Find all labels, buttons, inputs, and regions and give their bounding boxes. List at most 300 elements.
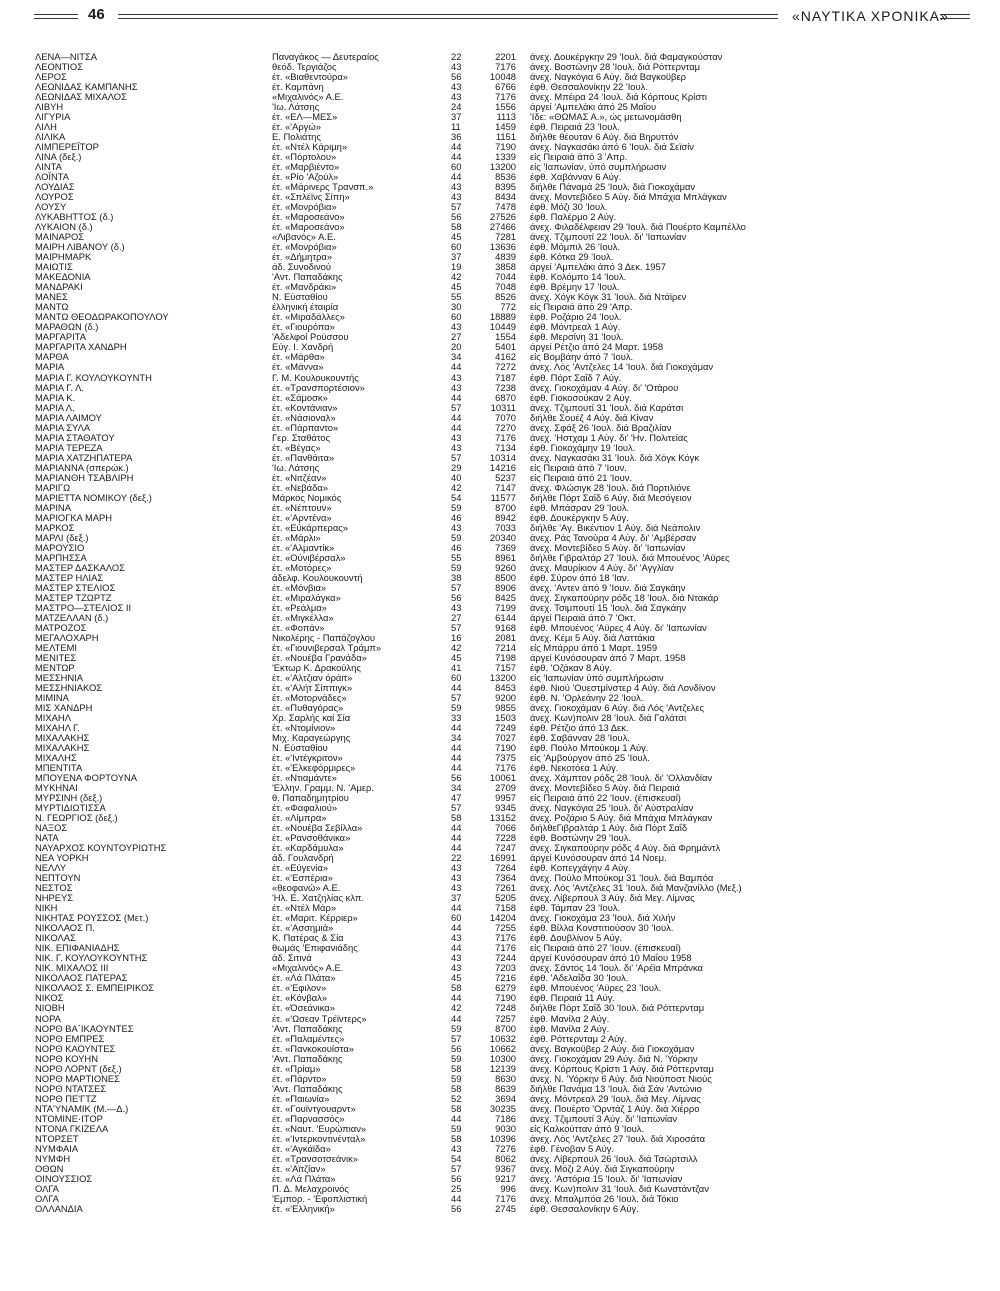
built-year: 56 xyxy=(451,212,462,223)
ship-name: ΝΙΚ. ΜΙΧΑΛΟΣ ΙΙΙ xyxy=(35,963,109,974)
owner: έτ. «Μάρλι» xyxy=(272,532,321,543)
owner: «θεοφανώ» Α.Ε. xyxy=(272,883,341,894)
position: διήλθεΓιβραλτάρ 1 Αύγ. διά Πόρτ Σαΐδ xyxy=(530,823,688,834)
tonnage: 1503 xyxy=(495,713,516,724)
built-year: 58 xyxy=(451,1133,462,1144)
ship-name: ΝΑΞΟΣ xyxy=(35,823,68,834)
ship-name: ΜΑΣΤΡΟ—ΣΤΕΛΙΟΣ ΙΙ xyxy=(35,602,132,613)
built-year: 44 xyxy=(451,152,462,163)
tonnage: 7272 xyxy=(495,362,516,373)
tonnage: 8906 xyxy=(495,582,516,593)
tonnage: 10632 xyxy=(489,1033,516,1044)
position: άνεχ. Ν. 'Υόρκην 6 Αύγ. διά Νιούποστ Νιούς xyxy=(530,1073,712,1084)
table-row xyxy=(0,1054,1000,1064)
table-row xyxy=(0,132,1000,142)
position: άνεχ. Ναγκόγια 6 Αύγ. διά Βαγκοϋβερ xyxy=(530,72,686,83)
ship-name: ΝΑΤΑ xyxy=(35,833,59,844)
tonnage: 996 xyxy=(500,1183,516,1194)
position: άνεχ. Τζιμπουτί 31 'Ιουλ. διά Καράτσι xyxy=(530,402,684,413)
position: έφθ. Πειραιά 11 Αύγ. xyxy=(530,993,616,1004)
ship-name: ΜΥΡΣΙΝΗ (δεξ.) xyxy=(35,793,103,804)
table-row xyxy=(0,72,1000,82)
tonnage: 10300 xyxy=(489,1053,516,1064)
table-row xyxy=(0,1034,1000,1044)
ship-name: ΜΙΜΙΝΑ xyxy=(35,693,69,703)
table-row xyxy=(0,1094,1000,1104)
position: είς Μπάρρυ άπό 1 Μαρτ. 1959 xyxy=(530,642,658,653)
owner: θ. Παπαδημητρίου xyxy=(272,793,349,804)
tonnage: 7190 xyxy=(495,993,516,1004)
table-row xyxy=(0,82,1000,92)
table-row xyxy=(0,603,1000,613)
tonnage: 7375 xyxy=(495,753,516,764)
header-rule-right xyxy=(940,14,970,15)
tonnage: 8395 xyxy=(495,182,516,193)
tonnage: 7070 xyxy=(495,412,516,423)
tonnage: 10396 xyxy=(489,1133,516,1144)
table-row xyxy=(0,753,1000,763)
ship-name: ΜΑΡΙΑΝΘΗ ΤΣΑΒΛΙΡΗ xyxy=(35,472,134,483)
owner: «Μιχαλινός» Α.Ε. xyxy=(272,92,344,103)
table-row xyxy=(0,943,1000,953)
owner: έτ. «Δήμητρα» xyxy=(272,252,333,263)
position: άνεχ. Μπέιρα 24 'Ιουλ. διά Κόρπους Κρίστι xyxy=(530,92,707,103)
owner: έτ. «Νάσιοναλ» xyxy=(272,412,336,423)
position: άνεχ. Ναγκασάκι 31 'Ιουλ. διά Χόγκ Κόγκ xyxy=(530,452,700,463)
tonnage: 10314 xyxy=(489,452,516,463)
built-year: 56 xyxy=(451,1043,462,1054)
built-year: 20 xyxy=(451,342,462,353)
position: άνεχ. Σάντος 14 'Ιουλ. δι' 'Αρέϊα Μπράνκα xyxy=(530,963,703,974)
table-row xyxy=(0,443,1000,453)
ship-name: ΝΙΚΟΛΑΟΣ ΠΑΤΕΡΑΣ xyxy=(35,973,128,984)
built-year: 44 xyxy=(451,422,462,433)
ship-name: ΜΥΚΗΝΑΙ xyxy=(35,783,78,794)
position: είς Πειραιά άπό 22 'Ιουν. (έπισκευαί) xyxy=(530,793,681,804)
table-row xyxy=(0,383,1000,393)
owner: έτ. «Μάννα» xyxy=(272,362,324,373)
ship-name: ΜΑΡΙΑ Κ. xyxy=(35,392,76,403)
table-row xyxy=(0,913,1000,923)
table-row xyxy=(0,743,1000,753)
owner: Γερ. Σταθάτος xyxy=(272,432,331,443)
position: είς Πειραιά άπό 27 'Ιουν. (έπισκευαί) xyxy=(530,943,681,954)
position: άνεχ. Φλώσιγκ 28 'Ιουλ. διά Πορτιλιόνε xyxy=(530,482,691,493)
built-year: 44 xyxy=(451,743,462,754)
tonnage: 7157 xyxy=(495,662,516,673)
owner: έλληνική έταιρία xyxy=(272,302,339,313)
owner: 'Ελλην. Γραμμ. Ν. 'Αμερ. xyxy=(272,783,374,794)
built-year: 43 xyxy=(451,182,462,193)
tonnage: 7255 xyxy=(495,923,516,934)
table-row xyxy=(0,62,1000,72)
owner: έτ. «ΕΛ—ΜΕΣ» xyxy=(272,112,338,123)
tonnage: 8630 xyxy=(495,1073,516,1084)
built-year: 60 xyxy=(451,913,462,924)
ship-name: ΜΑΝΤΩ ΘΕΟΔΩΡΑΚΟΠΟΥΛΟΥ xyxy=(35,312,169,323)
position: είς Πειραιά άπό 7 'Ιουν. xyxy=(530,462,627,473)
owner: Ν. Εύσταθίου xyxy=(272,292,328,303)
position: άργεί Κυνόσουραν άπό 14 Νοεμ. xyxy=(530,853,667,864)
ship-name: ΜΑΡΙΑΝΝΑ (σπερώκ.) xyxy=(35,462,129,473)
table-row xyxy=(0,102,1000,112)
tonnage: 7044 xyxy=(495,272,516,283)
owner: έτ. «Μοτόρες» xyxy=(272,562,332,573)
ship-name: ΛΟΥΡΟΣ xyxy=(35,192,74,203)
built-year: 25 xyxy=(451,1183,462,1194)
position: έφθ. Ν. 'Ορλεάνην 22 'Ιουλ. xyxy=(530,693,644,703)
built-year: 24 xyxy=(451,102,462,113)
ship-name: ΜΠΟΥΕΝΑ ΦΟΡΤΟΥΝΑ xyxy=(35,773,138,784)
tonnage: 7190 xyxy=(495,743,516,754)
tonnage: 9168 xyxy=(495,622,516,633)
built-year: 44 xyxy=(451,723,462,734)
owner: έτ. «'Αγκάϊδα» xyxy=(272,1143,331,1154)
ship-name: ΝΕΠΤΟΥΝ xyxy=(35,873,81,884)
built-year: 44 xyxy=(451,843,462,854)
built-year: 43 xyxy=(451,873,462,884)
tonnage: 7203 xyxy=(495,963,516,974)
built-year: 58 xyxy=(451,813,462,824)
built-year: 56 xyxy=(451,72,462,83)
ship-name: ΝΟΡΘ ΛΟΡΝΤ (δεξ.) xyxy=(35,1063,122,1074)
owner: έτ. «Λά Πλάτα» xyxy=(272,1173,336,1184)
table-row xyxy=(0,192,1000,202)
table-row xyxy=(0,543,1000,553)
table-row xyxy=(0,92,1000,102)
table-row xyxy=(0,282,1000,292)
tonnage: 772 xyxy=(500,302,516,313)
owner: έτ. «Τρανσπορτέσιον» xyxy=(272,382,365,393)
tonnage: 2081 xyxy=(495,632,516,643)
owner: Χρ. Σαρλής καί Σία xyxy=(272,713,351,724)
tonnage: 10662 xyxy=(489,1043,516,1054)
position: άνεχ. Κέμι 5 Αύγ. διά Λαττάκια xyxy=(530,632,655,643)
built-year: 55 xyxy=(451,552,462,563)
built-year: 54 xyxy=(451,492,462,503)
table-row xyxy=(0,1114,1000,1124)
table-row xyxy=(0,1104,1000,1114)
tonnage: 8500 xyxy=(495,572,516,583)
position: έφθ. Μπουένος 'Αϋρες 23 'Ιουλ. xyxy=(530,983,662,994)
ship-name: ΝΙΚ. ΕΠΙΦΑΝΙΑΔΗΣ xyxy=(35,943,120,954)
owner: έτ. «Πάρντο» xyxy=(272,1073,327,1084)
owner: έτ. «Μιραδάλλες» xyxy=(272,312,345,323)
position: έφθ. Ροζάριο 24 'Ιουλ. xyxy=(530,312,622,323)
owner: έτ. «Βιαθεντούρα» xyxy=(272,72,349,83)
ship-name: ΜΑΡΚΟΣ xyxy=(35,522,75,533)
built-year: 45 xyxy=(451,282,462,293)
built-year: 58 xyxy=(451,1103,462,1114)
tonnage: 7214 xyxy=(495,642,516,653)
position: άνεχ. Μοντεβίδεο 5 Αύγ. διά Πειραιά xyxy=(530,783,680,794)
built-year: 57 xyxy=(451,202,462,213)
built-year: 41 xyxy=(451,662,462,673)
tonnage: 7249 xyxy=(495,723,516,734)
built-year: 57 xyxy=(451,622,462,633)
position: έφθ. Παλέρμο 2 Αύγ. xyxy=(530,212,617,223)
tonnage: 20340 xyxy=(489,532,516,543)
tonnage: 2201 xyxy=(495,52,516,62)
ship-name: ΜΑΡΙΝΑ xyxy=(35,502,71,513)
table-row xyxy=(0,1084,1000,1094)
built-year: 57 xyxy=(451,803,462,814)
ship-name: ΜΑΡΙΑ ΣΥΛΑ xyxy=(35,422,91,433)
owner: έτ. «Πρίαμ» xyxy=(272,1063,321,1074)
owner: 'Εμπορ. - 'Εφοπλιστική xyxy=(272,1193,368,1204)
tonnage: 2709 xyxy=(495,783,516,794)
tonnage: 10311 xyxy=(490,402,516,413)
table-row xyxy=(0,673,1000,683)
tonnage: 8700 xyxy=(495,502,516,513)
owner: Γ. Μ. Κουλουκουντής xyxy=(272,372,359,383)
position: άνεχ. 'Αντεν άπό 9 'Ιουν. διά Σαγκάην xyxy=(530,582,686,593)
ship-name: ΛΕΟΝΤΙΟΣ xyxy=(35,62,83,73)
position: άνεχ. Τσιμπουτί 15 'Ιουλ. διά Σαγκάην xyxy=(530,602,687,613)
built-year: 43 xyxy=(451,1143,462,1154)
position: άνεχ. Ροζάριο 5 Αύγ. διά Μπάχια Μπλάγκαν xyxy=(530,813,713,824)
owner: έτ. «'Ωσεαν Τρέϊντερς» xyxy=(272,1013,367,1024)
tonnage: 7134 xyxy=(495,442,516,453)
table-row xyxy=(0,503,1000,513)
owner: «Μιχαλινός» Α.Ε. xyxy=(272,963,344,974)
table-row xyxy=(0,763,1000,773)
tonnage: 7176 xyxy=(495,62,516,73)
built-year: 36 xyxy=(451,132,462,143)
owner: έτ. «Γιουνιβερσαλ Τράμπ» xyxy=(272,642,382,653)
tonnage: 7364 xyxy=(495,873,516,884)
tonnage: 3694 xyxy=(495,1093,516,1104)
tonnage: 5237 xyxy=(495,472,516,483)
built-year: 57 xyxy=(451,1033,462,1044)
position: έφθ. Μόντρεαλ 1 Αύγ. xyxy=(530,322,621,333)
position: έφθ. Ρόττερνταμ 2 Αύγ. xyxy=(530,1033,627,1044)
owner: 'Εκτωρ Κ. Δρακούλης xyxy=(272,662,361,673)
table-row xyxy=(0,242,1000,252)
owner: έτ. «Γιουρόπα» xyxy=(272,322,335,333)
position: άνεχ. Μοντεβιδεο 5 Αύγ. διά Μπάχια Μπλάγκαν xyxy=(530,192,727,203)
ship-name: ΜΑΣΤΕΡ ΣΤΕΛΙΟΣ xyxy=(35,582,116,593)
tonnage: 7147 xyxy=(495,482,516,493)
ship-name: ΝΤΟΜΙΝΕ·ΙΤΟΡ xyxy=(35,1113,103,1124)
built-year: 29 xyxy=(451,462,462,473)
position: άνεχ. Ναγκασάκι άπό 6 'Ιουλ. διά Σεϊσίν xyxy=(530,142,694,153)
ship-name: ΝΤΟΝΑ ΓΚΙΖΕΛΑ xyxy=(35,1123,109,1134)
tonnage: 13200 xyxy=(489,162,516,173)
table-row xyxy=(0,693,1000,703)
built-year: 43 xyxy=(451,953,462,964)
owner: έτ. «'Αρντένα» xyxy=(272,512,332,523)
table-row xyxy=(0,923,1000,933)
owner: έτ. «Όσεάνικα» xyxy=(272,1003,335,1014)
table-row xyxy=(0,342,1000,352)
owner: έτ. «Μονρόβια» xyxy=(272,242,337,253)
owner: έτ. «Πάρπαντο» xyxy=(272,422,339,433)
table-row xyxy=(0,52,1000,62)
position: άργεί Κυνόσουραν άπό 7 Μαρτ. 1958 xyxy=(530,652,686,663)
ship-name: ΜΑΡΓΑΡΙΤΑ xyxy=(35,332,87,343)
position: άνεχ. Μπαλμπόα 26 'Ιουλ. διά Τόκιο xyxy=(530,1193,679,1204)
tonnage: 9957 xyxy=(495,793,516,804)
position: άνεχ. Βοστώνην 28 'Ιουλ. διά Ρόττερνταμ xyxy=(530,62,701,73)
ship-name: ΝΙΚΟΣ xyxy=(35,993,64,1004)
position: έφθ. Νιού 'Ουεστμίνστερ 4 Αύγ. διά Λονδίνον xyxy=(530,682,716,693)
owner: έτ. «Ντέλ Μάρ» xyxy=(272,903,337,914)
position: άργεί Κυνόσουραν άπό 10 Μαΐου 1958 xyxy=(530,953,692,964)
position: είς Πειραιά άπό 3 'Απρ. xyxy=(530,152,628,163)
table-row xyxy=(0,1074,1000,1084)
built-year: 59 xyxy=(451,1123,462,1134)
tonnage: 2745 xyxy=(495,1203,516,1214)
owner: έτ. «Εύκάρπερας» xyxy=(272,522,349,533)
built-year: 43 xyxy=(451,192,462,203)
table-row xyxy=(0,112,1000,122)
built-year: 59 xyxy=(451,562,462,573)
tonnage: 4839 xyxy=(495,252,516,263)
tonnage: 8434 xyxy=(495,192,516,203)
position: έφθ. Πούλο Μπούκομ 1 Αύγ. xyxy=(530,743,649,754)
position: έφθ. Πόρτ Σαΐδ 7 Αύγ. xyxy=(530,372,622,383)
position: έφθ. Σαβάνναν 28 'Ιουλ. xyxy=(530,733,630,744)
table-row xyxy=(0,302,1000,312)
tonnage: 9855 xyxy=(495,703,516,714)
built-year: 34 xyxy=(451,783,462,794)
built-year: 44 xyxy=(451,943,462,954)
table-row xyxy=(0,703,1000,713)
table-row xyxy=(0,653,1000,663)
owner: Π. Δ. Μελαχροινός xyxy=(272,1183,349,1194)
built-year: 56 xyxy=(451,1173,462,1184)
tonnage: 4162 xyxy=(495,352,516,363)
ship-name: ΜΙΧΑΗΛ xyxy=(35,713,71,724)
table-row xyxy=(0,292,1000,302)
built-year: 44 xyxy=(451,412,462,423)
owner: έτ. «Σπλέϊνς Σίπη» xyxy=(272,192,350,203)
ship-name: ΜΙΧΑΛΑΚΗΣ xyxy=(35,733,90,744)
position: άνεχ. Λός 'Αντζελες 27 'Ιουλ. διά Χιροσάτα xyxy=(530,1133,706,1144)
position: άνεχ. Κόρπους Κρίστι 1 Αύγ. διά Ρόττερνταμ xyxy=(530,1063,714,1074)
ship-name: ΝΤΟΡΣΕΤ xyxy=(35,1133,79,1144)
tonnage: 7228 xyxy=(495,833,516,844)
ship-name: ΜΑΡΑΘΩΝ (δ.) xyxy=(35,322,99,333)
position: έφθ. Μπουένος 'Αϋρες 4 Αύγ. δι' 'Ιαπωνίαν xyxy=(530,622,707,633)
table-row xyxy=(0,683,1000,693)
position: είς 'Αμβούργον άπό 25 'Ιουλ. xyxy=(530,753,650,764)
table-row xyxy=(0,232,1000,242)
position: άνεχ. Τζιμπουτί 22 'Ιουλ. δι' 'Ιαπωνίαν xyxy=(530,232,687,243)
ship-name: ΜΑΡΙΟΓΚΑ ΜΑΡΗ xyxy=(35,512,113,523)
built-year: 44 xyxy=(451,172,462,183)
built-year: 43 xyxy=(451,442,462,453)
ship-name: ΜΑΝΔΡΑΚΙ xyxy=(35,282,83,293)
tonnage: 14204 xyxy=(489,913,516,924)
position: έφθ. Γένοβαν 5 Αύγ. xyxy=(530,1143,615,1154)
built-year: 44 xyxy=(451,763,462,774)
built-year: 43 xyxy=(451,522,462,533)
owner: έτ. «Βέγας» xyxy=(272,442,321,453)
header-rule-middle-2 xyxy=(118,18,778,19)
owner: άδελφ. Κουλουκουντή xyxy=(272,572,363,583)
position: έφθ. Κότκα 29 'Ιουλ. xyxy=(530,252,614,263)
ship-name: ΜΑΡΟΥΣΙΟ xyxy=(35,542,85,553)
built-year: 56 xyxy=(451,592,462,603)
page-header xyxy=(0,6,1000,28)
position: άνεχ. Φιλαδέλφειαν 29 'Ιουλ. διά Πουέρτο Καμπέλλο xyxy=(530,222,746,233)
ship-name: ΜΥΡΤΙΔΙΩΤΙΣΣΑ xyxy=(35,803,106,814)
position: άνεχ. Κων)πολιν 31 'Ιουλ. διά Κωνστάντζαν xyxy=(530,1183,709,1194)
built-year: 43 xyxy=(451,62,462,73)
table-row xyxy=(0,142,1000,152)
table-row xyxy=(0,1164,1000,1174)
owner: έτ. «Κοντάνιαν» xyxy=(272,402,338,413)
table-row xyxy=(0,863,1000,873)
position: έφθ. Δουβλίνον 5 Αύγ. xyxy=(530,933,623,944)
tonnage: 10048 xyxy=(489,72,516,83)
tonnage: 7176 xyxy=(495,1193,516,1204)
table-row xyxy=(0,202,1000,212)
table-row xyxy=(0,663,1000,673)
built-year: 16 xyxy=(451,632,462,643)
owner: έτ. «Μόνβια» xyxy=(272,582,327,593)
owner: έτ. «Λίμπρα» xyxy=(272,813,327,824)
ship-name: ΛΕΝΑ—ΝΙΤΣΑ xyxy=(35,52,98,62)
built-year: 43 xyxy=(451,82,462,93)
owner: έτ. «Νουέβα Γρανάδα» xyxy=(272,652,367,663)
table-row xyxy=(0,483,1000,493)
built-year: 44 xyxy=(451,1113,462,1124)
table-row xyxy=(0,1184,1000,1194)
table-row xyxy=(0,1154,1000,1164)
tonnage: 27526 xyxy=(489,212,516,223)
built-year: 60 xyxy=(451,242,462,253)
owner: 'Αντ. Παπαδάκης xyxy=(272,1083,343,1094)
position: έφθ. Θεσσαλονίκην 6 Αύγ. xyxy=(530,1203,639,1214)
ship-name: ΝΙΚΟΛΑΟΣ Σ. ΕΜΠΕΙΡΙΚΟΣ xyxy=(35,983,155,994)
tonnage: 8425 xyxy=(495,592,516,603)
tonnage: 7257 xyxy=(495,1013,516,1024)
owner: Παναγάκος — Δευτεραίος xyxy=(272,52,379,62)
table-row xyxy=(0,1134,1000,1144)
ship-name: ΝΥΜΦΑΙΑ xyxy=(35,1143,79,1154)
tonnage: 1113 xyxy=(496,112,516,123)
ship-name: ΝΤΑ'ΥΝΑΜΙΚ (Μ.—Δ.) xyxy=(35,1103,129,1114)
built-year: 46 xyxy=(451,512,462,523)
ship-name: ΛΙΛΙΚΑ xyxy=(35,132,66,143)
owner: έτ. «Ντιαμάντε» xyxy=(272,773,337,784)
owner: 'Ιω. Λάτσης xyxy=(272,462,320,473)
header-rule-left-2 xyxy=(34,18,78,19)
ship-name: ΜΑΝΤΩ xyxy=(35,302,69,313)
table-row xyxy=(0,773,1000,783)
tonnage: 7238 xyxy=(495,382,516,393)
ship-position-list xyxy=(0,52,1000,1214)
table-row xyxy=(0,983,1000,993)
owner: 'Αντ. Παπαδάκης xyxy=(272,1053,343,1064)
ship-name: ΛΕΩΝΙΔΑΣ ΚΑΜΠΑΝΗΣ xyxy=(35,82,138,93)
position: άνεχ. 'Ηστχαμ 1 Αύγ. δι' 'Ην. Πολιτείας xyxy=(530,432,688,443)
position: άνεχ. Λός 'Αντζελες 14 'Ιουλ. διά Γιοκοχάμαν xyxy=(530,362,714,373)
table-row xyxy=(0,373,1000,383)
header-rule-left xyxy=(34,14,78,15)
owner: έτ. «Πανκοκουίστα» xyxy=(272,1043,354,1054)
built-year: 34 xyxy=(451,733,462,744)
table-row xyxy=(0,433,1000,443)
table-row xyxy=(0,563,1000,573)
position: άνεχ. Σιγκαπούρην ρόδς 18 'Ιουλ. διά Ντακάρ xyxy=(530,592,719,603)
ship-name: ΜΙΧΑΗΛ Γ. xyxy=(35,723,80,734)
owner: έτ. «'Ιντερκοντινένταλ» xyxy=(272,1133,366,1144)
page-number: 46 xyxy=(88,6,105,23)
